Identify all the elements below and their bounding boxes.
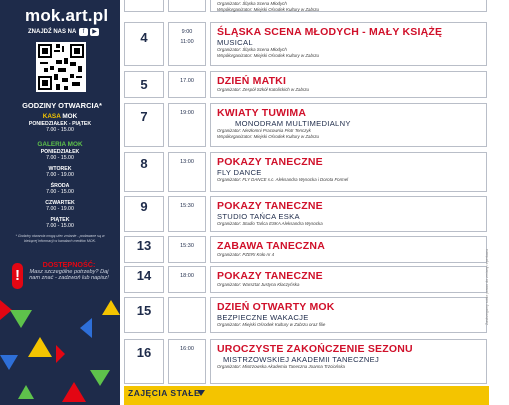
event-coorganizer: Współorganizator: Miejski Ośrodek Kultury w Zabrzu (217, 134, 319, 139)
wtorek-time: 7.00 - 19.00 (46, 172, 74, 178)
kasa-mok: MOK (62, 113, 78, 120)
event-organizer: Organizator: Zespół Szkół Katolickich w Zabrzu (217, 87, 309, 92)
find-us-label: ZNAJDŹ NAS NA (28, 29, 77, 35)
day-number (124, 0, 164, 12)
event-subtitle: MUSICAL (217, 38, 253, 47)
event-organizer: Organizator: PZERI Koło nr 4 (217, 252, 275, 257)
event-cell (210, 266, 487, 293)
event-title: ZABAWA TANECZNA (217, 240, 325, 252)
triangle-decoration (56, 345, 65, 363)
event-title: KWIATY TUWIMA (217, 107, 307, 119)
site-address[interactable]: mok.art.pl (25, 6, 109, 25)
event-subtitle: FLY DANCE (217, 168, 262, 177)
event-title: POKAZY TANECZNE (217, 270, 323, 282)
event-cell (210, 22, 487, 66)
czwartek-time: 7.00 - 19.00 (46, 206, 74, 212)
event-time: 15:30 (168, 236, 206, 263)
facebook-icon[interactable]: f (79, 28, 88, 36)
sroda-label: ŚRODA (50, 182, 70, 189)
hours-note: * Godziny otwarcia mogą ulec zmianie - podawane są w bieżącej informacji w kanałach mediów MOK. (15, 234, 105, 243)
triangle-decoration (10, 310, 32, 328)
event-row (124, 236, 487, 263)
event-row (124, 152, 487, 192)
sidebar (0, 0, 120, 405)
event-title: POKAZY TANECZNE (217, 156, 323, 168)
event-row (124, 297, 487, 333)
triangle-decoration (90, 370, 110, 386)
event-coorganizer: Współorganizator: Miejski Ośrodek Kultury w Zabrzu (217, 53, 319, 58)
galeria-label: GALERIA MOK (37, 141, 83, 148)
wtorek-label: WTOREK (48, 165, 72, 172)
event-title: UROCZYSTE ZAKOŃCZENIE SEZONU (217, 343, 413, 355)
event-title: DZIEŃ MATKI (217, 75, 287, 87)
event-title: DZIEŃ OTWARTY MOK (217, 301, 335, 313)
event-coorganizer: Współorganizator: Miejski Ośrodek Kultury w Zabrzu (217, 7, 319, 12)
opening-hours-title: GODZINY OTWARCIA* (22, 101, 102, 110)
kasa-label: KASA (42, 113, 61, 120)
event-cell (210, 103, 487, 147)
repertoire-disclaimer: Zastrzegamy sobie prawo do zmiany repertuaru (485, 248, 489, 325)
regular-classes-bar[interactable] (124, 386, 489, 405)
event-row (124, 71, 487, 98)
triangle-decoration (62, 382, 86, 402)
event-subtitle: BEZPIECZNE WAKACJE (217, 313, 309, 322)
piatek-label: PIĄTEK (50, 216, 70, 223)
accessibility-box (26, 262, 112, 282)
event-title: ŚLĄSKA SCENA MŁODYCH - MAŁY KSIĄŻĘ (217, 26, 443, 38)
event-time (168, 0, 206, 12)
event-organizer: Organizator: Niezłomni Pracownia Piotr Tenczyk (217, 128, 311, 133)
triangle-decoration (0, 355, 18, 370)
day-number: 13 (124, 236, 164, 263)
day-number: 7 (124, 103, 164, 147)
event-time: 13:00 (168, 152, 206, 192)
sroda-time: 7.00 - 15.00 (46, 189, 74, 195)
day-number: 14 (124, 266, 164, 293)
event-row (124, 22, 487, 66)
day-number: 5 (124, 71, 164, 98)
day-number: 9 (124, 196, 164, 232)
triangle-decoration (102, 300, 120, 315)
event-cell (210, 339, 487, 384)
event-time-end: 11:00 (180, 39, 194, 45)
day-number: 4 (124, 22, 164, 66)
event-time-start: 9:00 (181, 29, 193, 35)
event-organizer: Organizator: FLY DANCE s.c. Aleksandra Wysocka i Dorota Formel (217, 177, 349, 182)
event-cell (210, 0, 487, 12)
event-time (168, 22, 206, 66)
event-cell (210, 71, 487, 98)
event-time: 16:00 (168, 339, 206, 384)
regular-classes-label: ZAJĘCIA STAŁE (128, 388, 201, 398)
event-organizer: Organizator: Warsztat Justyna Kłaczyńska (217, 282, 300, 287)
event-row (124, 339, 487, 384)
qr-code[interactable] (36, 42, 86, 92)
piatek-time: 7.00 - 15.00 (46, 223, 74, 229)
event-organizer: Organizator: Miejski Ośrodek Kultury w Zabrzu oraz filie (217, 322, 326, 327)
event-organizer: Organizator: Studio Tańca ESKA Aleksandra Wysocka (217, 221, 323, 226)
galeria-day: PONIEDZIAŁEK (40, 148, 80, 155)
event-subtitle: MISTRZOWSKIEJ AKADEMII TANECZNEJ (223, 355, 380, 364)
galeria-hours (10, 141, 110, 230)
accessibility-text: Masz szczególne potrzeby? Daj nam znać - zadzwoń lub napisz! (29, 268, 109, 281)
kasa-hours (10, 113, 110, 134)
youtube-icon[interactable]: ▶ (90, 28, 99, 36)
event-time: 15:30 (168, 196, 206, 232)
event-organizer: Organizator: Śląska Scena Młodych (217, 1, 287, 6)
czwartek-label: CZWARTEK (45, 199, 75, 206)
event-schedule (120, 0, 489, 405)
event-time (168, 297, 206, 333)
event-row (124, 0, 487, 12)
event-row (124, 196, 487, 232)
day-number: 16 (124, 339, 164, 384)
event-organizer: Organizator: Mistrzowska Akademia Taneczna Joanna Trzciońska (217, 364, 345, 369)
event-row (124, 266, 487, 293)
exclamation-icon: ! (12, 263, 23, 289)
event-subtitle: STUDIO TAŃCA ESKA (217, 212, 300, 221)
event-cell (210, 297, 487, 333)
event-time: 18:00 (168, 266, 206, 293)
triangle-decoration (80, 318, 92, 338)
event-subtitle: MONODRAM MULTIMEDIALNY (235, 119, 351, 128)
event-cell (210, 236, 487, 263)
event-cell (210, 196, 487, 232)
event-row (124, 103, 487, 147)
event-time: 19:00 (168, 103, 206, 147)
event-title: POKAZY TANECZNE (217, 200, 323, 212)
accessibility-title: DOSTĘPNOŚĆ: (42, 260, 96, 269)
galeria-day-time: 7.00 - 15.00 (46, 155, 74, 161)
event-cell (210, 152, 487, 192)
chevron-down-icon (197, 390, 205, 396)
triangle-decoration (28, 337, 52, 357)
kasa-days: PONIEDZIAŁEK - PIĄTEK (28, 120, 92, 127)
triangle-decoration (18, 385, 34, 399)
day-number: 15 (124, 297, 164, 333)
kasa-time: 7.00 - 15.00 (46, 127, 74, 133)
right-margin (489, 0, 509, 405)
day-number: 8 (124, 152, 164, 192)
event-time: 17.00 (168, 71, 206, 98)
event-organizer: Organizator: Śląska Scena Młodych (217, 47, 287, 52)
